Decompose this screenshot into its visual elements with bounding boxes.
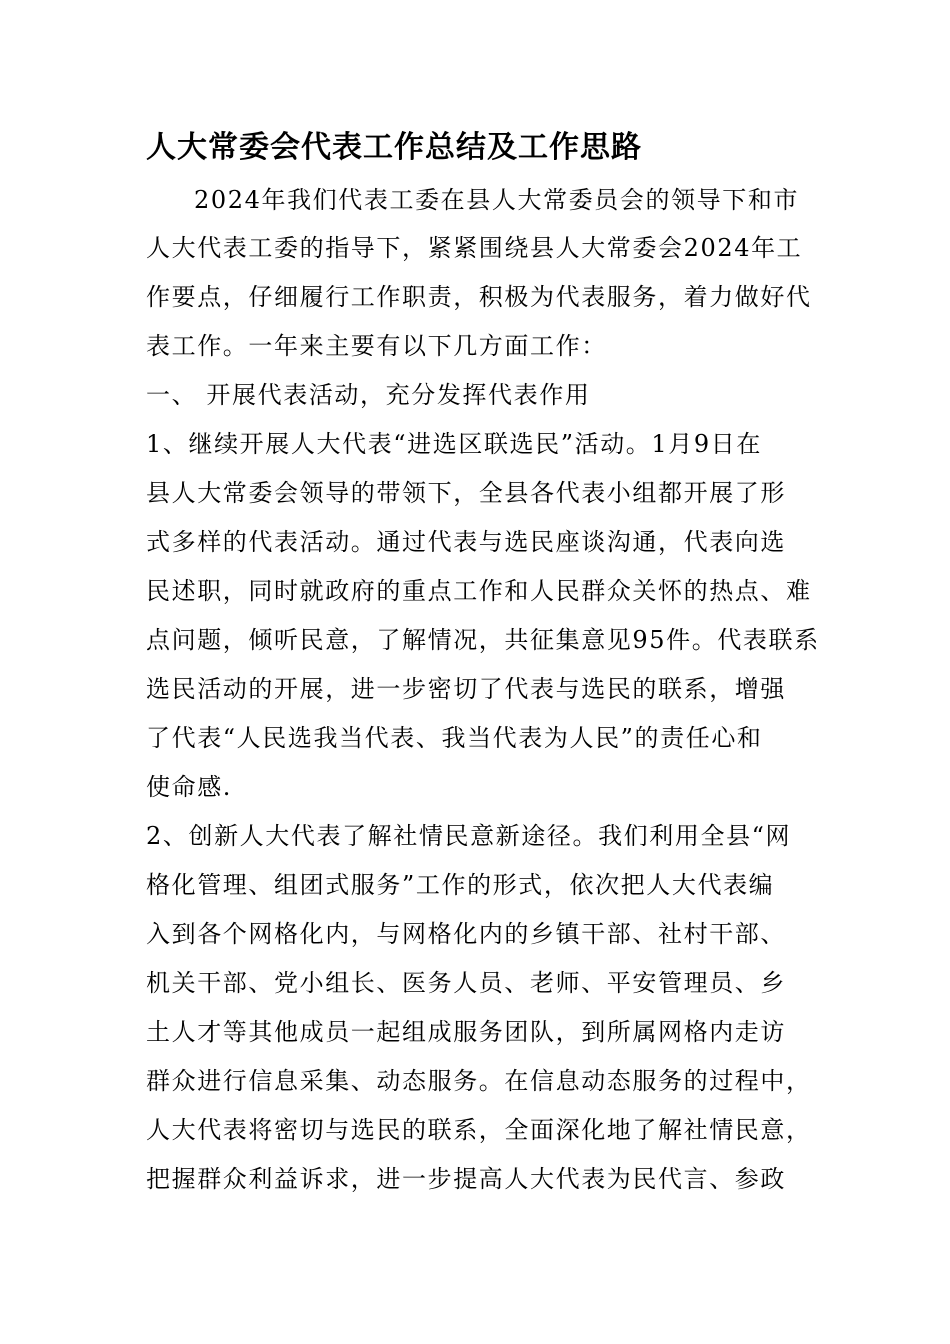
section-heading: 一、 开展代表活动，充分发挥代表作用 xyxy=(146,381,591,409)
paragraph-line: 作要点，仔细履行工作职责，积极为代表服务，着力做好代 xyxy=(146,283,812,311)
paragraph-line: 县人大常委会领导的带领下，全县各代表小组都开展了形 xyxy=(146,479,786,507)
paragraph-line: 入到各个网格化内，与网格化内的乡镇干部、社村干部、 xyxy=(146,920,786,948)
paragraph-line: 民述职，同时就政府的重点工作和人民群众关怀的热点、难 xyxy=(146,577,812,605)
paragraph-line: 人大代表工委的指导下，紧紧围绕县人大常委会2024年工 xyxy=(146,234,803,262)
paragraph-line: 使命感. xyxy=(146,773,233,801)
paragraph-line: 把握群众利益诉求，进一步提高人大代表为民代言、参政 xyxy=(146,1165,786,1193)
paragraph-line: 土人才等其他成员一起组成服务团队，到所属网格内走访 xyxy=(146,1018,786,1046)
paragraph-line: 2024年我们代表工委在县人大常委员会的领导下和市 xyxy=(194,186,800,214)
paragraph-line: 1、继续开展人大代表“进选区联选民”活动。1月9日在 xyxy=(146,430,762,458)
paragraph-line: 2、创新人大代表了解社情民意新途径。我们利用全县“网 xyxy=(146,822,792,850)
paragraph-line: 式多样的代表活动。通过代表与选民座谈沟通，代表向选 xyxy=(146,528,786,556)
paragraph-line: 人大代表将密切与选民的联系，全面深化地了解社情民意， xyxy=(146,1116,812,1144)
document-title: 人大常委会代表工作总结及工作思路 xyxy=(146,130,642,165)
paragraph-line: 机关干部、党小组长、医务人员、老师、平安管理员、乡 xyxy=(146,969,786,997)
paragraph-line: 格化管理、组团式服务”工作的形式，依次把人大代表编 xyxy=(146,871,775,899)
paragraph-line: 群众进行信息采集、动态服务。在信息动态服务的过程中， xyxy=(146,1067,812,1095)
paragraph-line: 选民活动的开展，进一步密切了代表与选民的联系，增强 xyxy=(146,675,786,703)
paragraph-line: 表工作。一年来主要有以下几方面工作： xyxy=(146,332,607,360)
paragraph-line: 了代表“人民选我当代表、我当代表为人民”的责任心和 xyxy=(146,724,763,752)
paragraph-line: 点问题，倾听民意，了解情况，共征集意见95件。代表联系 xyxy=(146,626,820,654)
